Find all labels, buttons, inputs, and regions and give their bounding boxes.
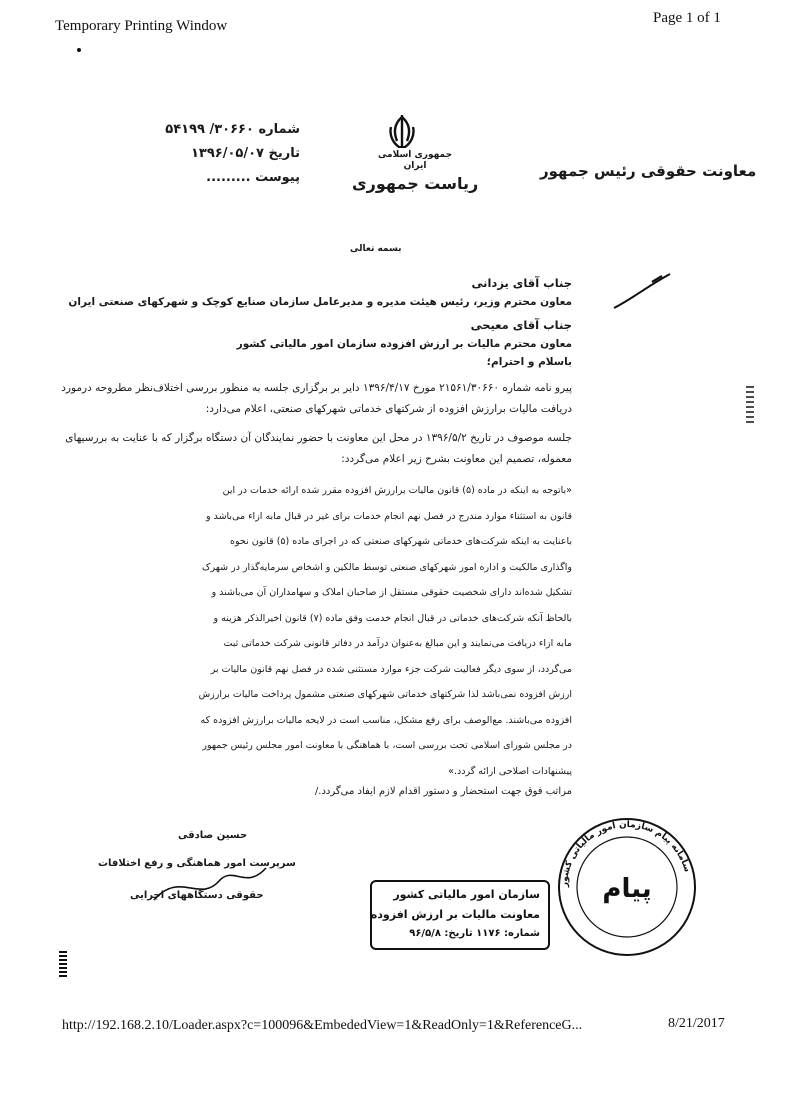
date-row <box>140 142 300 166</box>
number-label: شماره <box>258 122 300 137</box>
signature-scribble <box>150 860 270 910</box>
addressee-1: جناب آقای یزدانی <box>471 276 572 290</box>
footer-url: http://192.168.2.10/Loader.aspx?c=100096&EmbededView=1&ReadOnly=1&ReferenceG... <box>62 1018 583 1033</box>
number-value: ۳۰۶۶۰/ ۵۴۱۹۹ <box>165 122 254 137</box>
addressee-2: جناب آقای معیحی <box>470 318 572 332</box>
date-label: تاریخ <box>268 146 300 161</box>
letterhead-country: جمهوری اسلامی ایران <box>377 150 453 171</box>
addressee-1-title: معاون محترم وزیر، رئیس هیئت مدیره و مدیرعامل سازمان صنایع کوچک و شهرکهای صنعتی ایران <box>68 296 572 308</box>
window-title: Temporary Printing Window <box>55 18 228 34</box>
quote-line: تشکیل شده‌اند دارای شخصیت حقوقی مستقل از صاحبان املاک و سهامداران آن می‌باشند و <box>211 587 572 598</box>
quote-line: واگذاری مالکیت و اداره امور شهرکهای صنعتی توسط مالکین و اشخاص سرمایه‌گذار در شهرک <box>202 561 572 573</box>
quote-line: باعنایت به اینکه شرکت‌های خدماتی شهرکهای صنعتی که در اجرای ماده (۵) قانون نحوه <box>230 536 572 547</box>
paragraph-2: جلسه موصوف در تاریخ ۱۳۹۶/۵/۲ در محل این معاونت با حضور نمایندگان آن دستگاه برگزار که با عنایت به بررسیهای معموله، تصمیم این معاونت بشرح زیر اعلام می‌گردد: <box>65 432 572 465</box>
bismillah: بسمه تعالی <box>350 244 402 254</box>
scan-edge-mark <box>745 385 755 425</box>
quote-line: افزوده می‌باشند. مع‌الوصف برای رفع مشکل، مناسب است در لایحه مالیات برارزش افزوده که <box>200 714 572 726</box>
payam-seal-icon <box>555 815 700 960</box>
greeting: باسلام و احترام؛ <box>486 356 572 368</box>
paragraph-1: پیرو نامه شماره ۲۱۵۶۱/۳۰۶۶۰ مورخ ۱۳۹۶/۴/۱۷ دایر بر برگزاری جلسه به منظور بررسی اختلاف‌نظر مطروحه درمورد دریافت مالیات برارزش افزوده از شرکتهای خدماتی شهرکهای صنعتی، اعلام می‌دارد: <box>61 382 572 415</box>
signatory-title: سرپرست امور هماهنگی و رفع اختلافات <box>98 858 296 869</box>
quote-line: ارزش افزوده نمی‌باشد لذا شرکتهای خدماتی شهرکهای صنعتی مشمول پرداخت مالیات برارزش <box>198 689 572 700</box>
letterhead-presidency: ریاست جمهوری <box>352 174 479 193</box>
quote-line: می‌گردد، از سوی دیگر فعالیت شرکت جزء موارد مستثنی شده در فصل نهم قانون مالیات بر <box>210 663 572 675</box>
iran-emblem-icon <box>385 113 419 153</box>
decision-quote <box>0 478 572 784</box>
quote-line: در مجلس شورای اسلامی تحت بررسی است، با هماهنگی با معاونت امور مجلس رئیس جمهور <box>202 740 572 751</box>
scan-edge-mark <box>58 950 68 978</box>
footer-date: 8/21/2017 <box>668 1016 725 1031</box>
receipt-stamp <box>370 880 550 950</box>
signatory-title-cont: حقوقی دستگاههای اجرایی <box>130 890 264 901</box>
closing-line: مراتب فوق جهت استحضار و دستور اقدام لازم ایفاد می‌گردد./ <box>314 786 572 797</box>
quote-line: قانون به استثناء موارد مندرج در فصل نهم انجام خدمات برای غیر در قبال مابه ازاء می‌باشد و <box>205 510 572 522</box>
stamp-dept: معاونت مالیات بر ارزش افزوده <box>370 908 540 921</box>
signatory-name: حسین صادقی <box>178 830 248 841</box>
addressee-2-title: معاون محترم مالیات بر ارزش افزوده سازمان امور مالیاتی کشور <box>236 338 572 350</box>
number-row <box>140 118 300 142</box>
quote-line: «باتوجه به اینکه در ماده (۵) قانون مالیات برارزش افزوده مقرر شده ارائه خدمات در این <box>222 485 572 496</box>
letterhead-office: معاونت حقوقی رئیس جمهور <box>540 162 757 180</box>
attachment-row: پیوست ......... <box>206 170 300 185</box>
quote-line: بالحاظ آنکه شرکت‌های خدماتی در قبال انجام خدمت وفق ماده (۷) قانون اخیرالذکر هزینه و <box>213 612 572 624</box>
scan-speck <box>77 48 81 52</box>
seal-center-text: پیام <box>602 874 652 904</box>
attachment-label: پیوست <box>255 170 300 185</box>
stamp-org: سازمان امور مالیاتی کشور <box>393 888 540 901</box>
seal-ring-text: سامانه پیام سازمان امور مالیاتی کشور <box>559 819 693 888</box>
quote-line: مابه ازاء دریافت می‌نمایند و این مبالغ به‌عنوان درآمد در دفاتر قانونی شرکت خدماتی ثبت <box>223 638 572 649</box>
handwritten-mark <box>612 272 672 312</box>
date-value: ۱۳۹۶/۰۵/۰۷ <box>190 146 264 161</box>
quote-line: پیشنهادات اصلاحی ارائه گردد.» <box>448 765 572 777</box>
page-indicator: Page 1 of 1 <box>653 10 721 26</box>
letter-metadata <box>140 118 300 190</box>
stamp-number-date: شماره: ۱۱۷۶ تاریخ: ۹۶/۵/۸ <box>409 928 540 939</box>
